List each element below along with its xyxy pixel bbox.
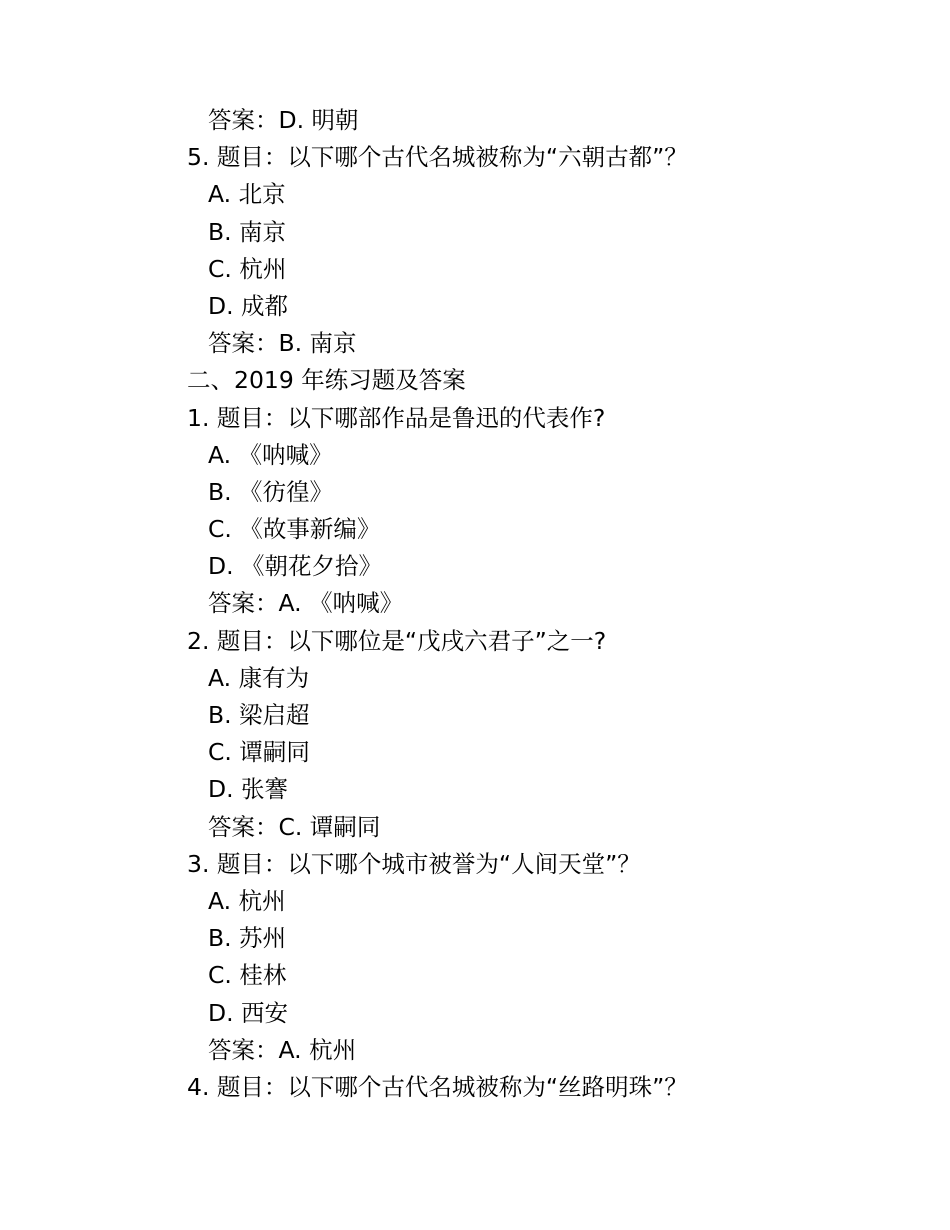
answer-line: 答案：A. 《呐喊》	[208, 589, 404, 618]
question-line: 3. 题目：以下哪个城市被誉为“人间天堂”？	[187, 849, 641, 878]
option-line: A. 《呐喊》	[208, 440, 333, 469]
option-line: D. 西安	[208, 998, 289, 1027]
section-heading: 二、2019 年练习题及答案	[187, 366, 466, 395]
question-line: 1. 题目：以下哪部作品是鲁迅的代表作?	[187, 403, 606, 432]
option-line: A. 康有为	[208, 663, 310, 692]
option-line: C. 《故事新编》	[208, 515, 381, 544]
option-line: B. 《彷徨》	[208, 477, 334, 506]
option-line: A. 北京	[208, 180, 286, 209]
option-line: B. 南京	[208, 217, 287, 246]
answer-line: 答案：B. 南京	[208, 329, 357, 358]
option-line: B. 梁启超	[208, 701, 310, 729]
option-line: C. 谭嗣同	[208, 738, 310, 767]
question-line: 2. 题目：以下哪位是“戊戌六君子”之一?	[187, 626, 607, 655]
option-line: D. 《朝花夕拾》	[208, 552, 383, 581]
option-line: D. 成都	[208, 291, 289, 320]
option-line: B. 苏州	[208, 924, 287, 953]
answer-line: 答案：A. 杭州	[208, 1035, 357, 1064]
option-line: A. 杭州	[208, 886, 286, 915]
option-line: C. 杭州	[208, 254, 287, 283]
document-body	[187, 102, 887, 1106]
answer-line: 答案：D. 明朝	[208, 106, 359, 134]
question-line: 4. 题目：以下哪个古代名城被称为“丝路明珠”？	[187, 1072, 688, 1101]
answer-line: 答案：C. 谭嗣同	[208, 812, 381, 841]
option-line: C. 桂林	[208, 961, 287, 990]
question-line: 5. 题目：以下哪个古代名城被称为“六朝古都”？	[187, 143, 688, 172]
option-line: D. 张謇	[208, 775, 289, 804]
